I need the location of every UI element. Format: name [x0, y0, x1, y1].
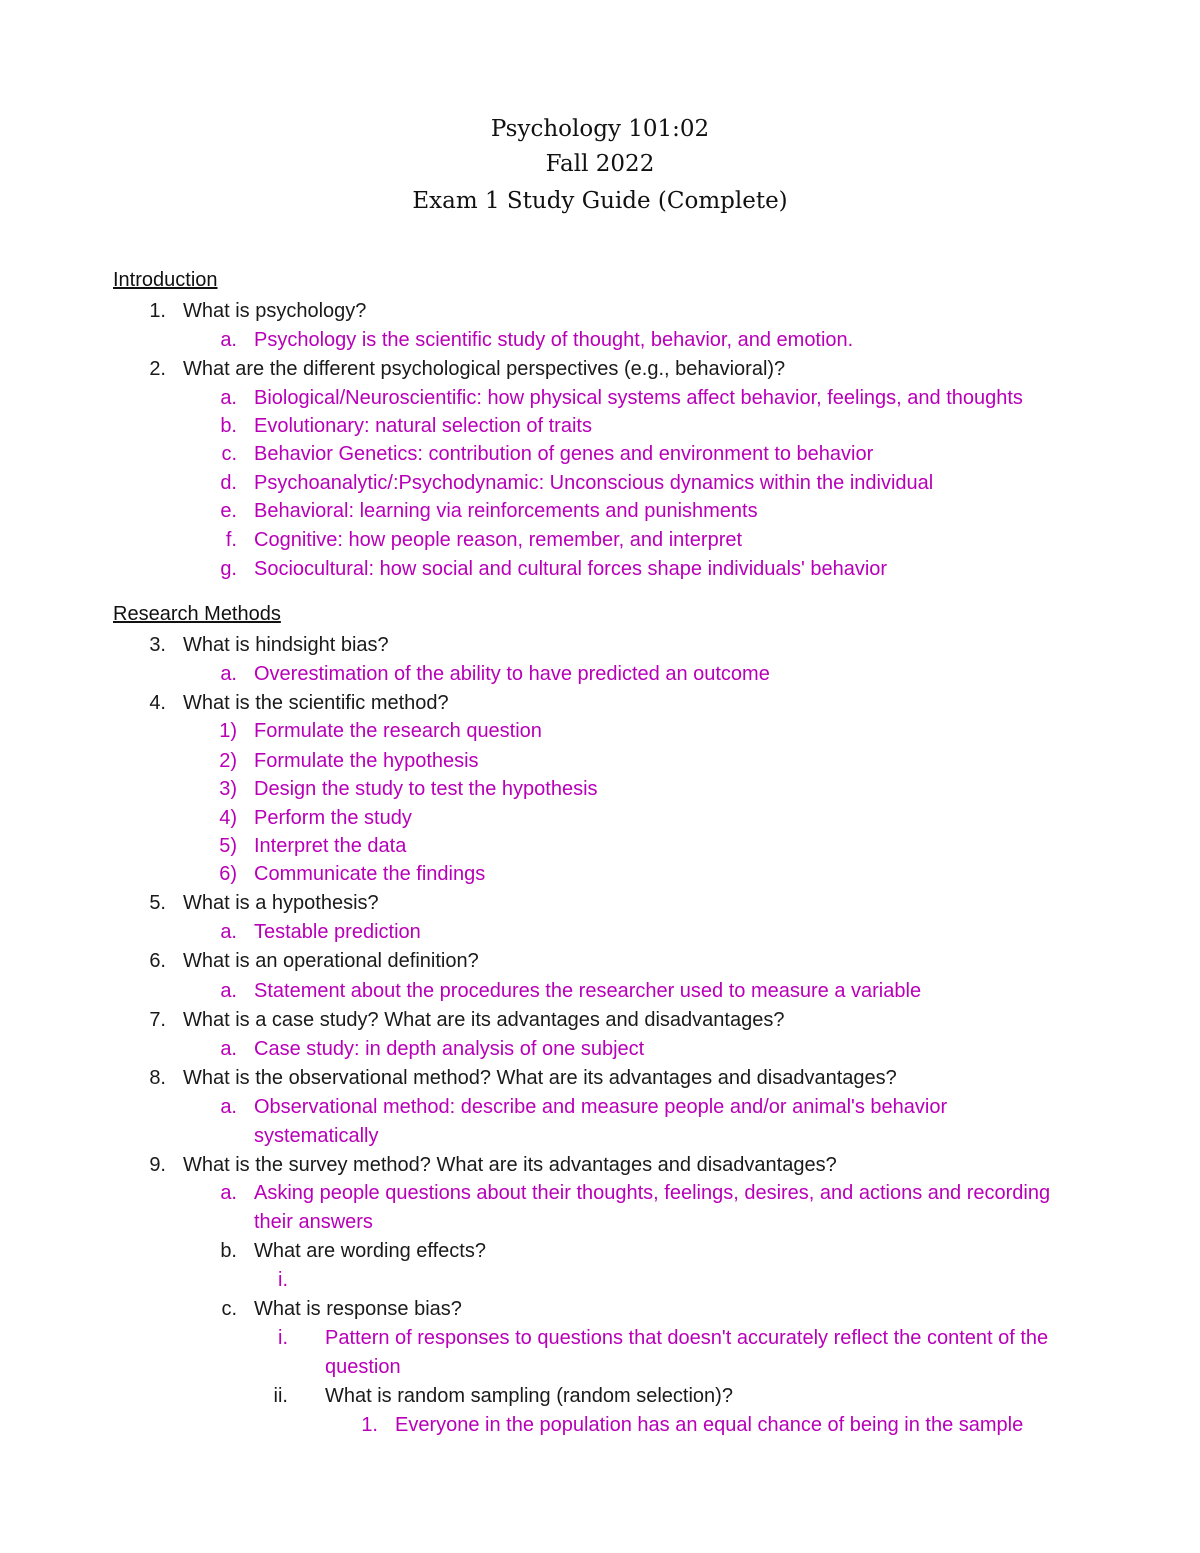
list-marker: a. — [220, 921, 237, 943]
list-marker: 3. — [149, 634, 166, 656]
list-marker: 4. — [149, 692, 166, 714]
list-marker: d. — [220, 472, 237, 494]
answer-text: question — [325, 1356, 401, 1378]
answer-text: Asking people questions about their thoughts, feelings, desires, and actions and recording — [254, 1182, 1051, 1204]
list-marker: 6) — [219, 863, 237, 885]
answer-text: systematically — [254, 1125, 379, 1147]
list-marker: 8. — [149, 1067, 166, 1089]
list-marker: a. — [220, 1038, 237, 1060]
list-marker: 3) — [219, 778, 237, 800]
list-marker: a. — [220, 1096, 237, 1118]
list-marker: 2. — [149, 358, 166, 380]
list-marker: 2) — [219, 750, 237, 772]
question-text: What are the different psychological perspectives (e.g., behavioral)? — [183, 358, 786, 380]
question-text: What is hindsight bias? — [183, 634, 389, 656]
question-text: What is the scientific method? — [183, 692, 449, 714]
answer-text: Formulate the research question — [254, 720, 542, 742]
list-marker: a. — [220, 980, 237, 1002]
question-text: What is psychology? — [183, 300, 367, 322]
list-marker: a. — [220, 329, 237, 351]
answer-text: Testable prediction — [254, 921, 421, 943]
list-marker: i. — [278, 1327, 288, 1349]
list-marker: 5. — [149, 892, 166, 914]
list-marker: c. — [221, 443, 237, 465]
list-marker: a. — [220, 663, 237, 685]
list-marker: 4) — [219, 807, 237, 829]
guide-title: Exam 1 Study Guide (Complete) — [412, 188, 788, 214]
list-marker: 1) — [219, 720, 237, 742]
question-text: What is the observational method? What are its advantages and disadvantages? — [183, 1067, 897, 1089]
answer-text: Design the study to test the hypothesis — [254, 778, 598, 800]
list-marker: 6. — [149, 950, 166, 972]
list-marker: a. — [220, 1182, 237, 1204]
list-marker: 5) — [219, 835, 237, 857]
answer-text: Overestimation of the ability to have predicted an outcome — [254, 663, 770, 685]
section-heading-introduction: Introduction — [113, 269, 218, 291]
answer-text: Perform the study — [254, 807, 412, 829]
list-marker: b. — [220, 415, 237, 437]
answer-text: Formulate the hypothesis — [254, 750, 479, 772]
answer-text: Case study: in depth analysis of one subject — [254, 1038, 645, 1060]
list-marker: 1. — [149, 300, 166, 322]
question-text: What is an operational definition? — [183, 950, 479, 972]
list-marker: 7. — [149, 1009, 166, 1031]
answer-text: Communicate the findings — [254, 863, 486, 885]
term-title: Fall 2022 — [545, 151, 655, 177]
answer-text: Psychoanalytic/:Psychodynamic: Unconscious dynamics within the individual — [254, 472, 934, 494]
list-marker: 9. — [149, 1154, 166, 1176]
answer-text: Psychology is the scientific study of thought, behavior, and emotion. — [254, 329, 854, 351]
question-text: What is random sampling (random selection)? — [325, 1385, 733, 1407]
answer-text: Pattern of responses to questions that doesn't accurately reflect the content of the — [325, 1327, 1049, 1349]
question-text: What is a hypothesis? — [183, 892, 379, 914]
list-marker: i. — [278, 1269, 288, 1291]
list-marker: ii. — [273, 1385, 288, 1407]
answer-text: Behavioral: learning via reinforcements and punishments — [254, 500, 758, 522]
answer-text: their answers — [254, 1211, 373, 1233]
answer-text: Behavior Genetics: contribution of genes and environment to behavior — [254, 443, 874, 465]
section-heading-research-methods: Research Methods — [113, 603, 281, 625]
question-text: What is the survey method? What are its advantages and disadvantages? — [183, 1154, 837, 1176]
answer-text: Cognitive: how people reason, remember, and interpret — [254, 529, 743, 551]
answer-text: Biological/Neuroscientific: how physical systems affect behavior, feelings, and thoughts — [254, 387, 1023, 409]
course-title: Psychology 101:02 — [490, 116, 710, 142]
question-text: What is response bias? — [254, 1298, 462, 1320]
answer-text: Statement about the procedures the researcher used to measure a variable — [254, 980, 922, 1002]
answer-text: Everyone in the population has an equal chance of being in the sample — [395, 1414, 1024, 1436]
question-text: What are wording effects? — [254, 1240, 486, 1262]
list-marker: b. — [220, 1240, 237, 1262]
list-marker: 1. — [361, 1414, 378, 1436]
question-text: What is a case study? What are its advantages and disadvantages? — [183, 1009, 785, 1031]
list-marker: c. — [221, 1298, 237, 1320]
list-marker: g. — [220, 558, 237, 580]
list-marker: f. — [225, 529, 237, 551]
answer-text: Interpret the data — [254, 835, 407, 857]
answer-text: Observational method: describe and measure people and/or animal's behavior — [254, 1096, 948, 1118]
list-marker: a. — [220, 387, 237, 409]
answer-text: Sociocultural: how social and cultural forces shape individuals' behavior — [254, 558, 888, 580]
answer-text: Evolutionary: natural selection of traits — [254, 415, 592, 437]
list-marker: e. — [220, 500, 237, 522]
